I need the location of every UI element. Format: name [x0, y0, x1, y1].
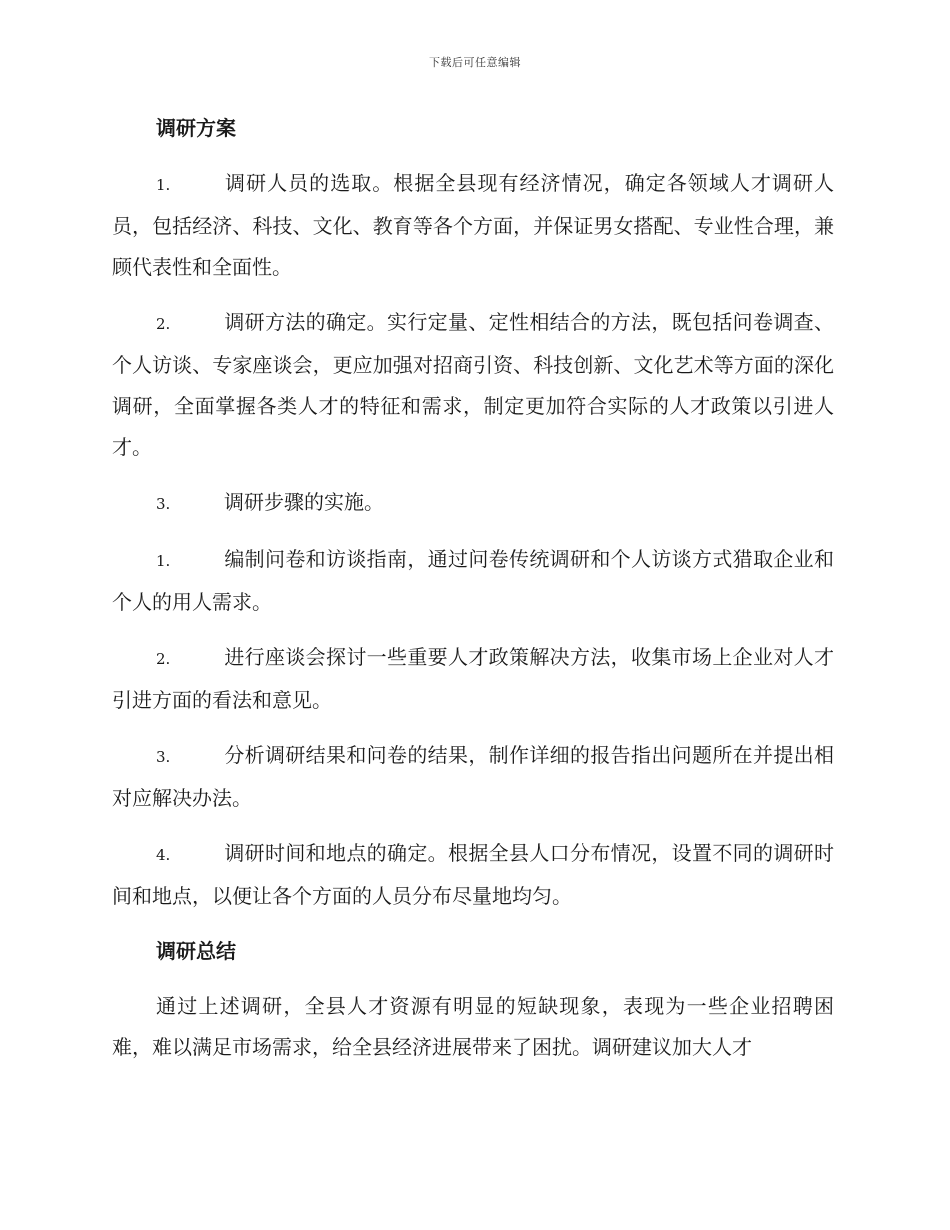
list-item-text: 调研步骤的实施。	[224, 490, 384, 514]
list-item-number: 4.	[156, 846, 171, 864]
document-body	[112, 108, 834, 1068]
header-note: 下载后可任意编辑	[429, 56, 521, 69]
list-item-number: 1.	[156, 176, 171, 194]
list-item	[112, 637, 834, 721]
list-item-number: 2.	[156, 315, 171, 333]
list-item	[112, 735, 834, 819]
section-heading-summary: 调研总结	[156, 939, 236, 963]
list-item-text: 调研时间和地点的确定。根据全县人口分布情况，设置不同的调研时间和地点，以便让各个方面的人员分布尽量地均匀。	[112, 841, 834, 908]
list-item	[112, 833, 834, 917]
list-item-text: 调研人员的选取。根据全县现有经济情况，确定各领域人才调研人员，包括经济、科技、文化、教育等各个方面，并保证男女搭配、专业性合理，兼顾代表性和全面性。	[112, 171, 834, 279]
list-item	[112, 302, 834, 468]
summary-paragraph: 通过上述调研，全县人才资源有明显的短缺现象，表现为一些企业招聘困难，难以满足市场需求，给全县经济进展带来了困扰。调研建议加大人才	[112, 994, 834, 1059]
list-item-number: 3.	[156, 748, 171, 766]
list-item-text: 进行座谈会探讨一些重要人才政策解决方法，收集市场上企业对人才引进方面的看法和意见。	[112, 645, 834, 712]
list-item	[112, 482, 834, 525]
section-heading-plan: 调研方案	[156, 116, 236, 140]
list-item-number: 3.	[156, 495, 171, 513]
list-item-number: 2.	[156, 650, 171, 668]
list-item-text: 调研方法的确定。实行定量、定性相结合的方法，既包括问卷调查、个人访谈、专家座谈会，更应加强对招商引资、科技创新、文化艺术等方面的深化调研，全面掌握各类人才的特征和需求，制定更加符合实际的人才政策以引进人才。	[112, 310, 834, 459]
list-item-number: 1.	[156, 552, 171, 570]
list-item-text: 编制问卷和访谈指南，通过问卷传统调研和个人访谈方式猎取企业和个人的用人需求。	[112, 547, 834, 614]
list-item	[112, 163, 834, 288]
list-item	[112, 539, 834, 623]
list-item-text: 分析调研结果和问卷的结果，制作详细的报告指出问题所在并提出相对应解决办法。	[112, 743, 834, 810]
